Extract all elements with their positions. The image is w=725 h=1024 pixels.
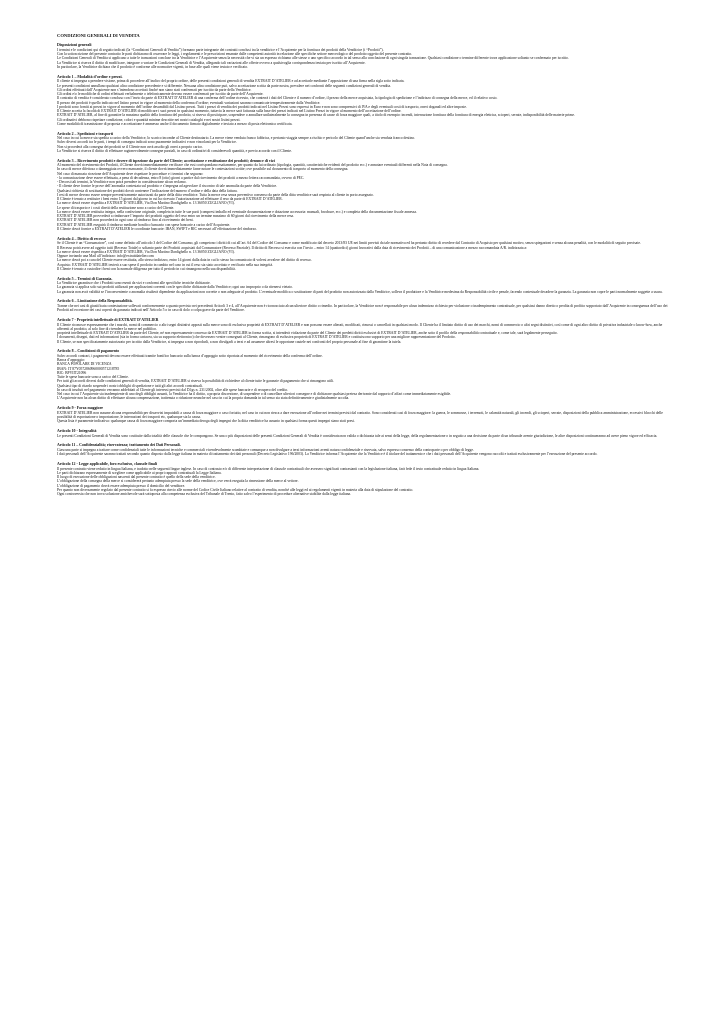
article-paragraph: In caso di merce difettosa o danneggiata ovvero mancante, il cliente dovrà immediatamente farne notare le contestazioni scritte; ove possibile sul documento di trasporto al momento della consegna. — [57, 167, 349, 172]
article-heading: Articolo 8 – Condizioni di pagamento — [57, 349, 120, 354]
article-paragraph: I dati personali dell’Acquirente saranno trattati secondo quanto disposto dalla legge italiana in materia di trattamento dei dati personali (Decreto Legislativo 196/2003). La Venditrice informa l’Acquirente che la Venditrice è il titolare del trattamento e che i dati personali dell’Acquirente vengono raccolti e trattati esclusivamente per l’esecuzione del presente accordo. — [57, 452, 598, 457]
article-paragraph: Acquisto. EXTRAIT D’ATELIER invierà a suo spese il prodotto in cambio nel caso in cui il reso sia stato accettato e verificato nella sua integrità. — [57, 262, 273, 267]
article-paragraph: Al momento del ricevimento dei Prodotti, il Cliente dovrà immediatamente verificare che essi corrispondano esattamente, per quanto da lui ordinato (tipologia, quantità, caratteristiche evidenti del prodotto ecc.) e annotare eventuali differenti nella Nota di consegna. — [57, 163, 448, 168]
article-paragraph: Le spese di trasporto e i costi diretti della restituzione sono a carico del Cliente. — [57, 205, 175, 210]
article-paragraph: La Venditrice si riserva il diritto di modificare, integrare o variare le Condizioni Generali di Vendita, allegando tali variazioni alle offerte ovvero a qualsivoglia corrispondenza inviata per iscritto all’Acquirente. — [57, 60, 366, 65]
article-paragraph: Nel caso di mancata ricezione dell’Acquirente deve rispettare le procedure e i termini che seguono: — [57, 171, 204, 176]
article-section — [57, 318, 669, 344]
article-paragraph: Qualsiasi tipo di ritardo sospende i nostri obblighi di spedizione e tutti gli altri accordi contrattuali. — [57, 383, 203, 388]
article-paragraph: L’obbligazione di pagamento dovrà essere adempiuta presso il domicilio del venditore. — [57, 483, 186, 488]
article-paragraph: Qualsiasi richiesta di sostituzione dei prodotti dovrà contenere l’indicazione del numero d’ordine e della data della fattura. — [57, 188, 238, 193]
article-paragraph: - Decorsi tali termini, la Venditrice non potrà prendere in considerazione alcun reclamo. — [57, 180, 187, 185]
article-paragraph: EXTRAIT D’ATELIER eseguirà il rimborso mediante bonifico bancario con spese bancarie a carico dell’Acquirente. — [57, 222, 231, 227]
article-paragraph: Nel caso in cui l’Acquirente sia inadempiente di uno degli obblighi assunti, la Venditrice ha il diritto, a propria discrezione, di sospendere o di cancellare ulteriori consegne e di dichiarare qualsiasi pretesa derivante dal rapporto d’affari come immediatamente esigibile. — [57, 392, 452, 397]
article-paragraph: Ciascuna parte si impegna a trattare come confidenziali tutte le informazioni tecniche e commerciali vicendevolmente scambiate e comunque a non divulgare a terzi informazioni aventi natura confidenziale e riservata, salvo espresso consenso della controparte o per obbligo di legge. — [57, 447, 474, 452]
article-paragraph: Tranne che nei casi di giustificata contestazione sollevati conformemente a quanto previsto nei precedenti Articoli 3 e 4, all’Acquirente non è riconosciuto alcun ulteriore diritto o rimedio. In particolare, la Venditrice non è responsabile per alcun indennizzo richiesto per violazione o inadempimento contrattuale, per qualsiasi danno diretto o perdita di profitto sopportato dall’Acquirente in conseguenza dell’uso dei Prodotti ad eccezione dei casi coperti da garanzia indicati nell’Articolo 5 o in caso di dolo o colpa grave da parte del Venditore. — [57, 303, 668, 313]
article-paragraph: EXTRAIT D’ATELIER provvederà a rimborsare l’importo dei prodotti oggetto del reso entro un termine massimo di 60 giorni dal ricevimento della merce resa. — [57, 214, 294, 219]
article-section — [57, 159, 669, 232]
article-paragraph: Salvo accordi contrari, i pagamenti devono essere effettuati tramite bonifico bancario sulla banca d’appoggio sotto riportata al momento del ricevimento della conferma dell’ordine. — [57, 353, 323, 358]
document-title: CONDIZIONI GENERALI DI VENDITA — [57, 33, 140, 38]
article-paragraph: Gli ordinativi debbono rispettare condizione, colori e quantità minime descritte nei nostri cataloghi e nei nostri listini prezzi. — [57, 117, 241, 122]
article-paragraph: La merce dovrà essere restituita integra, nella confezione originale, completa in tutte le sue parti (compresi imballo ed eventuale documentazione e dotazione accessoria: manuali, brochure, ecc.) e completa della documentazione fiscale annessa. — [57, 209, 417, 214]
article-paragraph: La garanzia si applica solo sui prodotti utilizzati per applicazioni coerenti con le specifiche dichiarate dalla Venditrice; ogni uso improprio o da ritenersi vietato. — [57, 285, 293, 290]
article-section — [57, 462, 669, 496]
article-paragraph: - la comunicazione deve essere effettuata, a pena di decadenza, entro 8 (otto) giorni a partire dal ricevimento dei prodotti a mezzo lettera raccomandata, ovvero di PEC. — [57, 175, 305, 180]
article-heading: Articolo 9 - Forza maggiore — [57, 406, 103, 411]
article-paragraph: Le parti dichiarano espressamente di scegliere come applicabile ai propri rapporti contrattuali la Legge Italiana. — [57, 470, 222, 475]
article-paragraph: Non si procederà alla consegna dei prodotti se il Cliente non avrà assolto gli oneri a proprio carico. — [57, 144, 204, 149]
article-paragraph: Il Recesso potrà avere ad oggetto tutti (Recesso Totale) o soltanto parte dei Prodotti acquistati dal Consumatore (Recesso Parziale). Il diritto di Recesso si esercita con l’invio – entro 14 (quattordici) giorni lavorativi dalla data di ricevimento dei Prodotti – di una comunicazione a mezzo raccomandata A/R. indirizzata a: — [57, 245, 528, 250]
article-paragraph: I documenti, disegni, dati ed informazioni (sia in forma cartacea, sia su supporto elettronico) che dovessero venire consegnati al Cliente, rimangono di esclusiva proprietà di EXTRAIT D’ATELIER e costituiscono supporto per una migliore rappresentazione del Prodotto. — [57, 335, 456, 340]
article-paragraph: La Venditrice si riserva il diritto di effettuare ragionevolmente consegne parziali, in caso di ordinativi di considerevoli quantità, e previo accordo con il Cliente. — [57, 148, 292, 153]
article-paragraph: L’obbligazione della consegna della merce si considererà pertanto adempiuta presso la sede della venditrice, ove verrà eseguita la rimessione della merce al vettore. — [57, 479, 299, 484]
article-paragraph: In caso di insoluti nel pagamento verranno addebitati al Cliente gli interessi previsti dal D.lgs n. 231/2002, oltre alle spese bancarie e di recupero del credito. — [57, 387, 289, 392]
article-section — [57, 75, 669, 126]
article-heading: Articolo 10 - Integralità — [57, 429, 97, 434]
article-section — [57, 299, 669, 312]
article-paragraph: Tutte le spese bancarie sono a carico del Cliente. — [57, 375, 129, 380]
article-paragraph: BANCA POPOLARE DI VICENZA — [57, 362, 112, 367]
article-heading: Articolo 7 - Proprietà intellettuale di EXTRAIT D’ATELIER — [57, 318, 159, 323]
sections-container — [57, 43, 669, 496]
article-paragraph: Il presente contratto viene redatto in lingua Italiana, e tradotto nelle seguenti lingue inglese. In caso di contrasto e/o di differente interpretazione di clausole contrattuali che avessero significati contrastanti con la legislazione italiana, farà fede il testo contrattuale redatto in lingua Italiana. — [57, 466, 480, 471]
article-paragraph: Il Cliente accetta la facoltà di EXTRAIT D’ATELIER di modificare i suoi prezzi in qualsiasi momento, tuttavia la merce sarà fatturata sulla base dei prezzi indicati nel Listino Prezzi in vigore al momento dell’accettazione dell’ordine. — [57, 109, 402, 113]
article-paragraph: Per quanto non diversamente regolato dal presente contratto si fa espresso rinvio alle norme del Codice Civile Italiano relative al contratto di vendita, nonché alle leggi ed ai regolamenti vigenti in materia alla data di stipulazione del contratto. — [57, 487, 414, 492]
article-paragraph: Nel caso in cui la merce sia spedita a carico della Venditrice, lo scarico incombe al Cliente destinatario. La merce viene venduta franco fabbrica, e pertanto viaggia sempre a rischio e pericolo del Cliente quand’anche sia venduta franco destino. — [57, 136, 416, 141]
article-paragraph: Questa lista è puramente indicativa: qualunque causa di forza maggiore comporta un’immediata deroga degli impegni che la ditta venditrice ha assunto in qualsiasi forma questi impegni siano stati presi. — [57, 419, 355, 424]
article-paragraph: Il Cliente riconosce espressamente che i marchi, nomi di commercio o altri segni distintivi apposti sulla merce sono di esclusiva proprietà di EXTRAIT D’ATELIER e non possono essere alterati, modificati, rimossi o cancellati in qualsiasi modo. Il Cliente ha il limitato diritto di uso dei marchi, nomi di commercio o altri segni distintivi, così come di ogni altro diritto di privativa industriale o know-how, anche afferenti al prodotto, al solo fine di rivendere la merce nel pubblico. — [57, 322, 663, 331]
article-section — [57, 132, 669, 154]
article-paragraph: I prodotti sono forniti ai prezzi in vigore al momento dell’ordine desumibili dal Listino prezzi. Tutti i prezzi di vendita dei prodotti indicati nel Listino Prezzi sono espressi in Euro e non sono comprensivi di IVA e degli eventuali costi di trasporto, oneri doganali ed altre imposte. — [57, 104, 467, 109]
article-paragraph: IBAN: IT 87Y0572860960000571218785 — [57, 366, 120, 371]
article-section — [57, 43, 669, 69]
article-paragraph: I termini e le condizioni qui di seguito indicati (la “Condizioni Generali di Vendita”) formano parte integrante dei contratti conclusi tra la venditrice e l’Acquirente per la fornitura dei prodotti della Venditrice (i “Prodotti”). — [57, 47, 384, 52]
article-heading: Articolo 4 – Diritto di recesso — [57, 236, 106, 241]
article-paragraph: Il luogo di esecuzione delle obbligazioni nascenti dal presente contratto è quello della sede della venditrice. — [57, 475, 216, 480]
article-section — [57, 277, 669, 294]
article-paragraph: L’Acquirente non ha alcun diritto di effettuare alcuna compensazione, trattenuta o riduzione neanche nel caso in cui la propria domanda in tal senso sia stata definitivamente e giudizialmente accolta. — [57, 396, 350, 401]
article-paragraph: Le presenti condizioni annullano qualsiasi altra condizione precedente e si differente. Nessuna altra condizione può, salvo accettazione scritta da parte nostra, prevalere nei confronti delle seguenti condizioni generali di vendita. — [57, 83, 392, 88]
terms-document — [57, 33, 669, 502]
article-paragraph: EXTRAIT D’ATELIER non assume alcuna responsabilità per disservizi imputabili a causa di forza maggiore o caso fortuito, nel caso in cui non riesca a dare esecuzione all’ordine nei termini previsti dal contratto. Sono considerati casi di forza maggiore: la guerra, le sommosse, i terremoti, le calamità naturali, gli incendi, gli scioperi, serrate, disposizioni della pubblica amministrazione, eccessivi blocchi delle possibilità di esportazione o importazione, le interruzioni dei trasporti etc, qualunque sia la causa. — [57, 410, 663, 419]
article-paragraph: In particolare, la Venditrice dichiara che il prodotto è conforme alle normative vigenti, in base alle quali viene testato e verificato. — [57, 64, 249, 69]
article-paragraph: La merce dovrà poi a cura del Cliente essere restituita, allo stesso indirizzo, entro 14 giorni dalla data in cui lo stesso ha comunicato di volersi avvalere del diritto di recesso. — [57, 258, 312, 263]
article-paragraph: Il prezzo dei prodotti è quello indicato nel listino prezzi in vigore al momento della conferma d’ordine; eventuali variazioni saranno comunicate tempestivamente dalla Venditrice. — [57, 100, 321, 105]
article-section — [57, 237, 669, 271]
article-paragraph: Come modalità di trasmissione di proposta e accettazione è ammesso anche il documento firmato digitalmente e inviato a mezzo di posta elettronica certificata. — [57, 121, 293, 126]
article-heading: Articolo 12 - Legge applicabile, foro esclusivo, clausole finali — [57, 462, 157, 467]
article-paragraph: Gli ordini e/o le modifiche di ordini effettuati verbalmente o telefonicamente devono essere confermati per iscritto da parte dell’Acquirente. — [57, 92, 264, 96]
article-paragraph: BIC: BPVIIT21096 — [57, 370, 87, 375]
article-paragraph: Ogni controversia che non trova soluzione amichevole sarà sottoposta alla competenza esclusiva del Tribunale di Trento, fatto salvo l’esperimento di procedure alternative stabilite dalla legge italiana. — [57, 492, 351, 497]
article-paragraph: Se il Cliente è un “Consumatore”, così come definito all’articolo 3 del Codice del Consumo, gli competono i diritti di cui all’art. 64 del Codice del Consumo e come modificato dal decreto 2013/83 UE nei limiti previsti da tale normativa ed ha pertanto diritto di recedere dal Contratto di Acquisto per qualsiasi motivo, senza spiegazioni e senza alcuna penalità, con le modalità di seguito precisate. — [57, 241, 641, 246]
article-section — [57, 349, 669, 400]
article-paragraph: EXTRAIT D’ATELIER non procederà in ogni caso al rimborso fino al ricevimento dei beni. — [57, 218, 194, 223]
article-heading: Disposizioni generali — [57, 43, 92, 48]
article-heading: Articolo 2 – Spedizioni e trasporti — [57, 131, 114, 136]
article-heading: Articolo 11 – Confidenzialità; riservatezza; trattamento dei Dati Personali. — [57, 443, 181, 448]
article-paragraph: Con la sottoscrizione del presente contratto le parti dichiarano di osservare le leggi, i regolamenti e le prescrizioni emanate dalle competenti autorità in relazione alle specifiche settore merceologico del prodotto oggetto del presente contratto. — [57, 52, 413, 57]
article-paragraph: proprietà intellettuale di EXTRAIT D’ATELIER da parte del Cliente, né non espressamente concesso da EXTRAIT D’ATELIER in forma scritta, si intenderà violazione da parte del Cliente dei predetti diritti esclusivi di EXTRAIT D’ATELIER, anche sotto il profilo della responsabilità contrattuale e, come tale, sarà legalmente perseguito. — [57, 331, 558, 336]
article-paragraph: La Venditrice garantisce che i Prodotti sono esenti da vizi e conformi alle specifiche tecniche dichiarate. — [57, 281, 211, 286]
article-paragraph: La merce dovrà essere rispedita a EXTRAIT D’ATELIER, Via Don Martino Dardighello n. 13 36050 ZUGLIANO (VI). — [57, 201, 235, 206]
article-heading: Articolo 5 – Termini di Garanzia. — [57, 276, 113, 281]
article-section — [57, 443, 669, 456]
article-paragraph: Il contratto di vendita è considerato concluso con l’invio da parte di EXTRAIT D’ATELIER di una conferma dell’ordine ricevuto, che conterrà i dati del Cliente e il numero d’ordine, il prezzo della merce acquistata, la tipologia di spedizione e l’indirizzo di consegna della merce, ed il relativo costo. — [57, 96, 498, 101]
article-paragraph: Oppure inviando una Mail all’indirizzo: info@extraitdatelier.com — [57, 254, 154, 259]
article-paragraph: La garanzia non avrà validità se l’inconveniente o anomalia risulterà dipendente da applicazioni non corrette o non adeguate al prodotto. L’eventuale modifica o sostituzione di parti del prodotto non autorizzata dalla Venditrice, solleva il produttore e la Venditrice medesima da Responsabilità civile e penale, facendo contestuale decadere la garanzia. La garanzia non copre le parti normalmente soggette a usura. — [57, 289, 663, 294]
article-paragraph: Il Cliente è tenuto a custodire i beni con la normale diligenza per tutto il periodo in cui rimangono nella sua disponibilità. — [57, 266, 236, 271]
article-paragraph: Le presenti Condizioni Generali di Vendita sono costituite dalla totalità delle clausole che le compongono. Se una o più disposizioni delle presenti Condizioni Generali di Vendita è considerata non valida o dichiarata tale ai sensi della legge, della regolamentazione o in seguito a una decisione da parte di un tribunale avente giurisdizione, le altre disposizioni continueranno ad avere pieno vigore ed efficacia. — [57, 433, 658, 438]
article-paragraph: Il cliente si impegna a prendere visione, prima di procedere all’inoltro del proprio ordine, delle presenti condizioni generali di vendita EXTRAIT D’ATELIER e ad accettarle mediante l’apposizione di una firma nella sigla sotto indicata. — [57, 79, 405, 84]
article-heading: Articolo 3 – Ricevimento prodotti e dovere di ispezione da parte del Cliente; accettazione e restituzione dei prodotti; denunce di vizi — [57, 158, 275, 163]
article-paragraph: Salvo diversi accordi tra le parti, i tempi di consegna indicati sono puramente indicativi e non vincolanti per la Venditrice. — [57, 140, 237, 145]
article-paragraph: Banca d’appoggio: — [57, 358, 85, 363]
article-paragraph: EXTRAIT D’ATELIER, al fine di garantire la massima qualità della fornitura del prodotto, si riserva di posticipare, sospendere o annullare unilateralmente la consegna in presenza di cause di forza maggiore quali, a titolo di esempio: incendi, interruzione fornitura della fornitura di energia elettrica, scioperi, serrate, indisponibilità delle materie prime. — [57, 113, 575, 118]
article-heading: Articolo 6 – Limitazione della Responsabilità. — [57, 299, 133, 304]
article-paragraph: Gli ordini effettuati dall’Acquirente non s’intendono accettati finché non siano stati confermati per iscritto da parte della Venditrice. — [57, 87, 252, 92]
article-paragraph: Per tutti gli accordi diversi dalle condizioni generali di vendita, EXTRAIT D’ATELIER si riserva la possibilità di richiedere al cliente tutte le garanzie di pagamento che si rimangono utili. — [57, 379, 334, 384]
article-section — [57, 406, 669, 423]
article-paragraph: Le Condizioni Generali di Vendita si applicano a tutte le transazioni concluse tra la Venditrice e l’Acquirente senza la necessità che vi sia un espresso richiamo alle stesse o uno specifico accordo in tal senso alla conclusione di ogni singola transazione. Qualsiasi condizione o termine differente trova applicazione soltanto se confermato per iscritto. — [57, 56, 569, 61]
article-paragraph: - Il cliente deve fornire le prove dell’anomalia contestata sul prodotto e s’impegna ad agevolare il riscontro di tale anomalia da parte della Venditrice. — [57, 184, 278, 189]
article-section — [57, 429, 669, 438]
article-paragraph: Il Cliente dovrà fornire a EXTRAIT D’ATELIER le coordinate bancarie: IBAN, SWIFT e BIC necessari all’effettuazione del rimborso. — [57, 226, 257, 231]
article-paragraph: La merce dovrà essere rispedita a EXTRAIT D’ATELIER, Via Don Martino Dardighello n. 13 36050 ZUGLIANO (VI). — [57, 249, 235, 254]
article-paragraph: Il Cliente è tenuto a restituire i beni entro 15 giorni dal giorno in cui ha ricevuto l’autorizzazione ad effettuare il reso da parte di EXTRAIT D’ATELIER. — [57, 197, 283, 202]
article-heading: Articolo 1 – Modalità d’ordine e prezzi. — [57, 74, 123, 79]
article-paragraph: I resi di merce devono essere sempre preventivamente autorizzati da parte della ditta venditrice. Tutta la merce resa senza preventivo consenso da parte della ditta venditrice sarà respinta al cliente in porto assegnato. — [57, 192, 374, 197]
article-paragraph: Il Cliente, se non specificatamente autorizzato per iscritto dalla Venditrice, si impegna a non riprodurli, a non divulgarli a terzi e ad assumere altresì le opportune cautele nei confronti del proprio personale al fine di garantirne la tutela. — [57, 339, 402, 344]
